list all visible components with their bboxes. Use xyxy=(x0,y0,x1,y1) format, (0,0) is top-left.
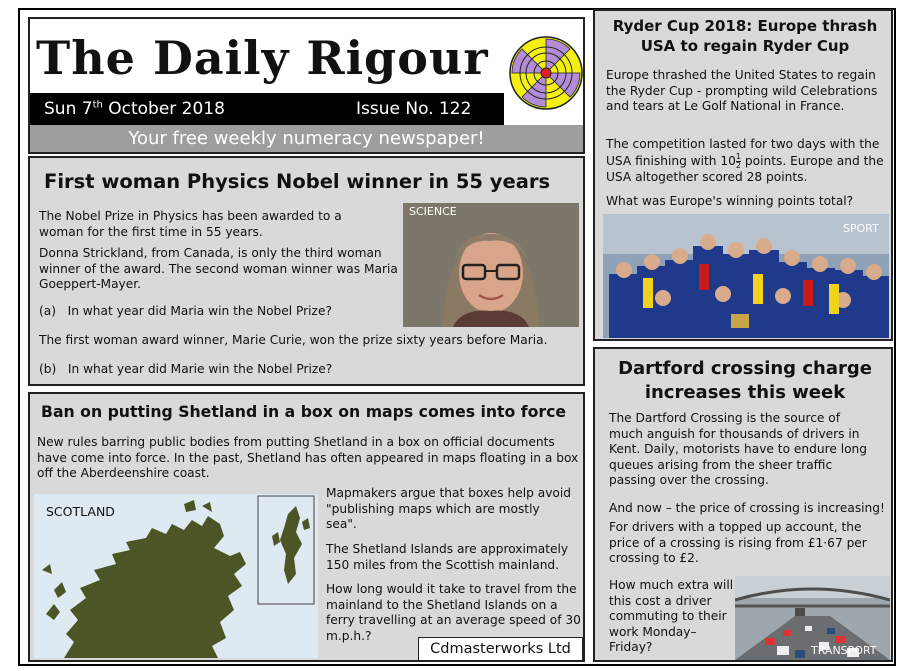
sport-photo-label: SPORT xyxy=(843,222,879,235)
ryder-cup-headline: Ryder Cup 2018: Europe thrash USA to regain Ryder Cup xyxy=(612,17,878,55)
shetland-question: How long would it take to travel from the mainland to the Shetland Islands on a ferry travelling at an average speed of 30 m.p.h.? xyxy=(326,582,581,643)
issue-date: Sun 7th October 2018 xyxy=(44,99,225,119)
nobel-question-b: (b) In what year did Marie win the Nobel Prize? xyxy=(39,362,333,376)
dartford-paragraph-1: The Dartford Crossing is the source of much anguish for thousands of drivers in Kent. Daily, motorists have to endure long queues arising from the sheer traffic passing over the crossing. xyxy=(609,411,868,487)
dartford-headline: Dartford crossing charge increases this week xyxy=(618,358,872,403)
nobel-headline: First woman Physics Nobel winner in 55 years xyxy=(44,170,551,193)
scotland-map-label: SCOTLAND xyxy=(46,504,115,519)
ryder-question: What was Europe's winning points total? xyxy=(606,194,854,208)
nobel-paragraph-3: The first woman award winner, Marie Curie, won the prize sixty years before Maria. xyxy=(39,333,548,347)
transport-photo-label: TRANSPORT xyxy=(811,644,877,657)
ryder-paragraph-2: The competition lasted for two days with the USA finishing with 10 $\frac{1}{2}$ points. Europe and the USA altogether scored 28 points. xyxy=(606,137,884,184)
science-photo-label: SCIENCE xyxy=(409,205,457,218)
nobel-paragraph-1: The Nobel Prize in Physics has been awarded to a woman for the first time in 55 years. xyxy=(39,209,342,239)
dartford-paragraph-3: For drivers with a topped up account, the price of a crossing is rising from £1·67 per crossing to £2. xyxy=(609,520,867,565)
tagline: Your free weekly numeracy newspaper! xyxy=(30,125,583,152)
shetland-article xyxy=(28,392,585,662)
date-issue-bar xyxy=(30,93,504,125)
dartford-paragraph-2: And now – the price of crossing is increasing! xyxy=(609,501,885,515)
dartford-question: How much extra will this cost a driver commuting to their work Monday–Friday? xyxy=(609,578,734,654)
issue-number: Issue No. 122 xyxy=(356,99,472,119)
nobel-paragraph-2: Donna Strickland, from Canada, is only the third woman winner of the award. The second woman winner was Maria Goeppert-Mayer. xyxy=(39,246,398,291)
nobel-question-a: (a) In what year did Maria win the Nobel Prize? xyxy=(39,304,332,318)
dartboard-logo xyxy=(508,23,584,123)
nobel-portrait-photo xyxy=(403,203,579,327)
shetland-headline: Ban on putting Shetland in a box on maps comes into force xyxy=(41,402,567,421)
newspaper-title: The Daily Rigour xyxy=(36,31,489,85)
shetland-paragraph-2: Mapmakers argue that boxes help avoid "publishing maps which are mostly sea". xyxy=(326,486,571,531)
publisher-credit: Cdmasterworks Ltd xyxy=(418,637,583,661)
nobel-article xyxy=(28,156,585,386)
shetland-paragraph-3: The Shetland Islands are approximately 150 miles from the Scottish mainland. xyxy=(326,542,569,572)
masthead xyxy=(28,17,585,154)
dartford-article xyxy=(593,347,893,662)
shetland-paragraph-1: New rules barring public bodies from putting Shetland in a box on official documents have come into force. In the past, Shetland has often appeared in maps floating in a box off the Aberdeenshire coast. xyxy=(37,435,579,480)
ryder-paragraph-1: Europe thrashed the United States to regain the Ryder Cup - prompting wild Celebrations and tears at Le Golf National in France. xyxy=(606,68,878,113)
ryder-cup-article xyxy=(593,9,893,341)
